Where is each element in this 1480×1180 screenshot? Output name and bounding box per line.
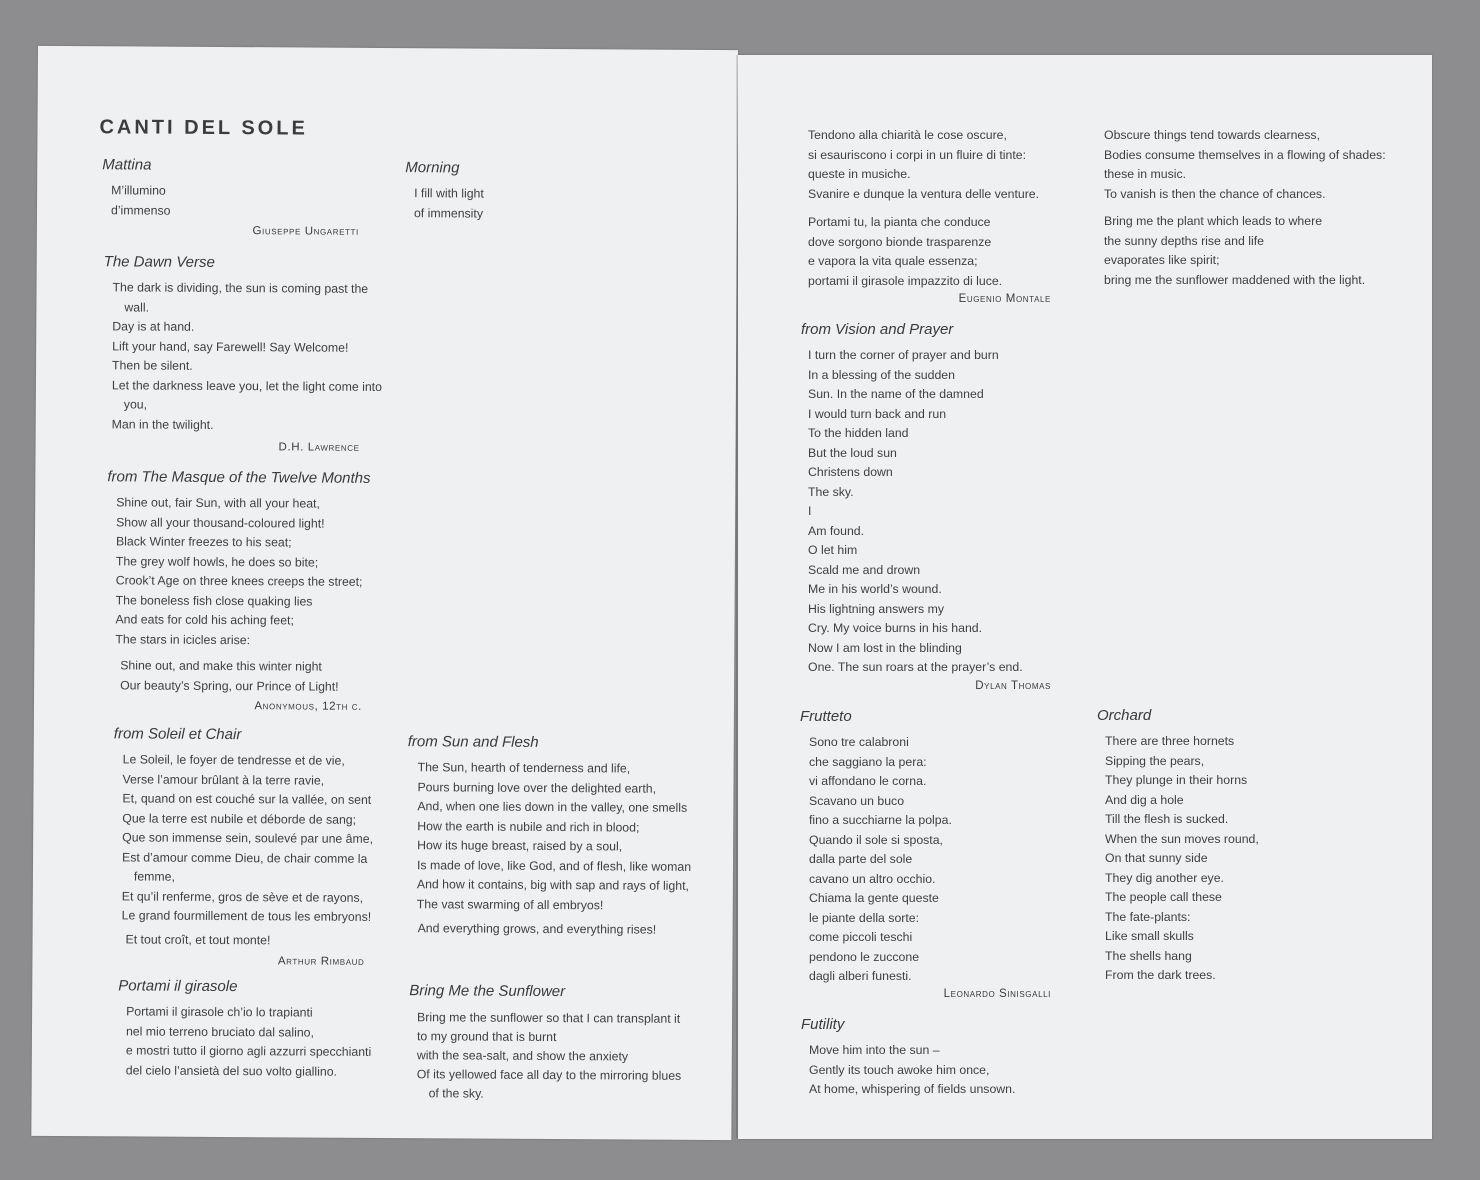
poem-line: Obscure things tend towards clearness, (1104, 128, 1320, 142)
poem-masque-stanza-1 (115, 493, 363, 651)
poem-line: si esauriscono i corpi in un fluire di tinte: (808, 147, 1027, 162)
poem-line: to my ground that is burnt (416, 1029, 557, 1045)
poem-montale-en-stanza-1 (1104, 126, 1386, 204)
poem-line: Portami il girasole ch’io lo trapianti (126, 1004, 313, 1020)
poem-line: They dig another eye. (1105, 870, 1224, 885)
poem-line: Shine out, and make this winter night (120, 658, 322, 674)
poem-line: Me in his world’s wound. (808, 582, 942, 596)
poem-line: Est d’amour comme Dieu, de chair comme la (122, 849, 368, 866)
poem-line: fino a succhiarne la polpa. (809, 813, 952, 827)
author-lawrence: D.H. Lawrence (278, 441, 360, 454)
poem-line: Chiama la gente queste (809, 891, 939, 905)
poem-line: Sono tre calabroni (809, 735, 909, 749)
poem-line: And dig a hole (1105, 792, 1184, 807)
poem-line: Scald me and drown (808, 562, 921, 577)
author-anonymous: Anonymous, 12th c. (254, 700, 363, 713)
poem-morning (414, 184, 484, 223)
poem-sun-flesh-stanza-1 (417, 758, 692, 916)
poem-line: Gently its touch awoke him once, (809, 1062, 990, 1077)
poem-line: come piccoli teschi (809, 930, 913, 944)
poem-sunflower (417, 1008, 682, 1105)
poem-line: I turn the corner of prayer and burn (808, 348, 999, 362)
poem-frutteto (809, 733, 952, 987)
poem-line: dove sorgono bionde trasparenze (808, 234, 992, 249)
poem-line: His lightning answers my (808, 601, 944, 616)
poem-line: queste in musiche. (808, 167, 911, 181)
poem-line: Le grand fourmillement de tous les embryons! (121, 908, 372, 924)
poem-line: And, when one lies down in the valley, one smells (417, 799, 688, 815)
poem-line: nel mio terreno bruciato dal salino, (125, 1023, 315, 1040)
poem-line: cavano un altro occhio. (809, 871, 936, 886)
poem-title-mattina: Mattina (102, 156, 152, 174)
poem-line: dalla parte del sole (809, 852, 913, 866)
poem-line: of immensity (413, 205, 484, 221)
poem-line: Is made of love, like God, and of flesh, like woman (416, 857, 692, 874)
poem-line: evaporates like spirit; (1104, 253, 1220, 267)
poem-line: Bring me the sunflower so that I can transplant it (417, 1010, 681, 1026)
poem-line: Day is at hand. (112, 319, 195, 334)
poem-line: femme, (133, 869, 175, 884)
poem-line: portami il girasole impazzito di luce. (808, 273, 1003, 288)
poem-line: che saggiano la pera: (809, 754, 927, 769)
poem-line: Man in the twilight. (111, 416, 214, 432)
poem-line: The stars in icicles arise: (115, 631, 251, 647)
poem-line: Sun. In the name of the damned (808, 387, 984, 401)
poem-masque-stanza-2 (120, 656, 339, 696)
poem-line: Sipping the pears, (1105, 753, 1205, 768)
poem-dawn-verse (112, 278, 383, 436)
author-sinisgalli: Leonardo Sinisgalli (943, 988, 1051, 1000)
poem-line: Que la terre est nubile et déborde de sang; (122, 810, 357, 827)
poem-line: The grey wolf howls, he does so bite; (115, 553, 319, 570)
poem-title-girasole: Portami il girasole (118, 977, 238, 996)
poem-line: Et, quand on est couché sur la vallée, on sent (122, 791, 372, 807)
poem-line: Crook’t Age on three knees creeps the street; (115, 573, 363, 589)
poem-line: Let the darkness leave you, let the light come into (111, 377, 382, 394)
poem-line: The vast swarming of all embryos! (416, 896, 604, 912)
poem-line: And eats for cold his aching feet; (115, 612, 294, 628)
poem-title-orchard: Orchard (1097, 707, 1152, 724)
poem-line: How its huge breast, raised by a soul, (417, 838, 623, 854)
poem-line: Et qu’il renferme, gros de sève et de rayons, (121, 888, 364, 905)
author-dylan-thomas: Dylan Thomas (975, 680, 1051, 692)
poem-line: you, (123, 397, 148, 412)
poem-line: To the hidden land (808, 426, 909, 440)
page-title: CANTI DEL SOLE (99, 116, 308, 140)
poem-line: Pours burning love over the delighted earth, (417, 779, 657, 796)
poem-line: Que son immense sein, soulevé par une âme, (122, 830, 374, 846)
poem-line: How the earth is nubile and rich in blood; (417, 818, 640, 835)
poem-line: Am found. (808, 523, 865, 538)
poem-line: bring me the sunflower maddened with the light. (1104, 272, 1366, 287)
poem-mattina (111, 181, 171, 220)
poem-title-morning: Morning (405, 159, 460, 177)
poem-line: Scavano un buco (809, 793, 905, 808)
poem-line: Portami tu, la pianta che conduce (808, 215, 991, 229)
poem-line: To vanish is then the chance of chances. (1104, 186, 1326, 201)
poem-montale-it-stanza-1 (808, 126, 1039, 204)
poem-line: Show all your thousand-coloured light! (116, 514, 325, 531)
poem-line: Verse l’amour brûlant à la terre ravie, (122, 771, 325, 788)
poem-line: The people call these (1105, 890, 1222, 904)
poem-line: But the loud sun (808, 445, 897, 460)
poem-line: wall. (124, 299, 150, 315)
poem-line: the sunny depths rise and life (1104, 233, 1264, 248)
poem-line: The sky. (808, 484, 854, 499)
poem-line: I would turn back and run (808, 406, 947, 421)
poem-line: There are three hornets (1105, 734, 1235, 748)
poem-line: One. The sun roars at the prayer’s end. (808, 660, 1023, 674)
poem-line: The boneless fish close quaking lies (115, 592, 313, 609)
poem-title-sun-flesh: from Sun and Flesh (407, 733, 539, 751)
poem-line: On that sunny side (1105, 851, 1208, 865)
poem-line: In a blessing of the sudden (808, 367, 955, 382)
poem-line: Cry. My voice burns in his hand. (808, 621, 983, 635)
poem-title-vision: from Vision and Prayer (801, 321, 954, 338)
poem-line: dagli alberi funesti. (809, 969, 912, 983)
poem-sun-flesh-stanza-2 (418, 919, 657, 940)
poem-line: Bring me the plant which leads to where (1104, 214, 1323, 228)
poem-line: From the dark trees. (1105, 968, 1216, 982)
poem-line: vi affondano le corna. (809, 774, 927, 788)
poem-line: The Sun, hearth of tenderness and life, (417, 760, 631, 776)
poem-montale-en-stanza-2 (1104, 212, 1365, 290)
poem-line: And how it contains, big with sap and rays of light, (416, 877, 689, 893)
poem-line: I fill with light (414, 186, 484, 201)
poem-line: Like small skulls (1105, 929, 1194, 943)
poem-title-futility: Futility (801, 1016, 845, 1033)
poem-soleil-stanza-2 (125, 930, 270, 950)
poem-line: e mostri tutto il giorno agli azzurri specchianti (125, 1043, 372, 1059)
poem-line: Et tout croît, et tout monte! (125, 932, 271, 948)
poem-line: pendono le zuccone (809, 949, 920, 964)
poem-line: Bodies consume themselves in a flowing of shades: (1104, 147, 1386, 162)
poem-line: of the sky. (428, 1086, 484, 1101)
poem-line: del cielo l’ansietà del suo volto giallino. (125, 1062, 338, 1079)
right-page (738, 55, 1432, 1139)
left-page (31, 46, 738, 1140)
poem-line: with the sea-salt, and show the anxiety (416, 1048, 629, 1064)
poem-line: The dark is dividing, the sun is coming past the (112, 280, 369, 296)
poem-montale-it-stanza-2 (808, 213, 1002, 291)
poem-line: Lift your hand, say Farewell! Say Welcome! (112, 338, 349, 355)
poem-title-masque: from The Masque of the Twelve Months (107, 468, 371, 487)
poem-line: Le Soleil, le foyer de tendresse et de vie, (122, 752, 345, 768)
poem-line: And everything grows, and everything rises! (417, 921, 657, 937)
poem-line: The shells hang (1105, 948, 1192, 963)
poem-title-dawn-verse: The Dawn Verse (103, 253, 215, 271)
poem-line: le piante della sorte: (809, 910, 920, 925)
poem-line: Christens down (808, 465, 893, 479)
poem-title-frutteto: Frutteto (800, 708, 852, 725)
poem-line: Quando il sole si sposta, (809, 832, 943, 847)
poem-line: Till the flesh is sucked. (1105, 812, 1229, 826)
poem-line: The fate-plants: (1105, 909, 1191, 924)
poem-title-sunflower: Bring Me the Sunflower (409, 982, 566, 1001)
poem-vision (808, 346, 1023, 678)
poem-soleil-stanza-1 (122, 750, 374, 927)
poem-line: Shine out, fair Sun, with all your heat, (116, 495, 320, 511)
poem-line: Black Winter freezes to his seat; (115, 534, 292, 550)
author-ungaretti: Giuseppe Ungaretti (252, 225, 359, 238)
poem-line: At home, whispering of fields unsown. (809, 1082, 1016, 1096)
poem-line: Then be silent. (112, 358, 193, 373)
poem-line: I (808, 504, 812, 518)
poem-line: Now I am lost in the blinding (808, 640, 962, 655)
poem-line: Svanire e dunque la ventura delle venture. (808, 186, 1040, 201)
author-montale: Eugenio Montale (958, 293, 1051, 305)
poem-line: O let him (808, 543, 858, 557)
poem-line: Of its yellowed face all day to the mirroring blues (416, 1067, 682, 1083)
poem-line: Tendono alla chiarità le cose oscure, (808, 128, 1007, 142)
poem-line: When the sun moves round, (1105, 831, 1259, 846)
poem-orchard (1105, 732, 1259, 986)
author-rimbaud: Arthur Rimbaud (277, 955, 365, 968)
poem-futility (809, 1041, 1015, 1100)
poem-line: d’immenso (110, 202, 171, 218)
poem-line: these in music. (1104, 167, 1187, 181)
poem-line: e vapora la vita quale essenza; (808, 254, 978, 268)
poem-line: They plunge in their horns (1105, 773, 1248, 787)
poem-line: M’illumino (111, 183, 166, 198)
poem-line: Move him into the sun – (809, 1043, 940, 1057)
poem-girasole (126, 1002, 372, 1081)
poem-title-soleil: from Soleil et Chair (113, 725, 242, 744)
poem-line: Our beauty’s Spring, our Prince of Light! (120, 677, 339, 694)
